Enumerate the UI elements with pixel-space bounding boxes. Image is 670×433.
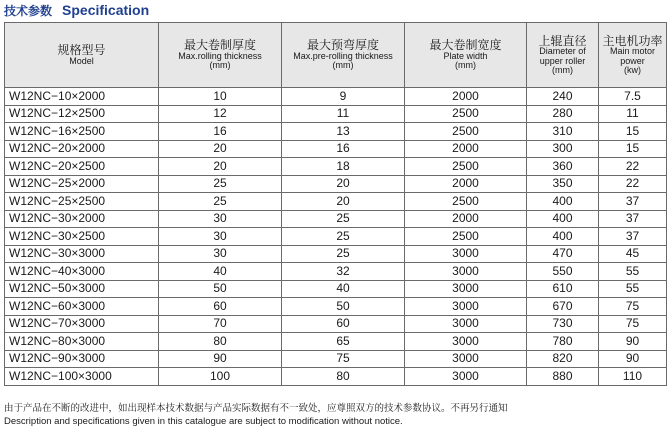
model-cell: W12NC−30×2500 — [5, 228, 159, 246]
value-cell: 15 — [599, 140, 667, 158]
model-cell: W12NC−30×2000 — [5, 210, 159, 228]
header-cn: 上辊直径 — [538, 33, 587, 48]
header-max-rolling-thickness — [159, 23, 282, 88]
value-cell: 50 — [282, 298, 405, 316]
value-cell: 300 — [527, 140, 599, 158]
footnote-en: Description and specifications given in this catalogue are subject to modification without notice. — [4, 416, 403, 427]
value-cell: 610 — [527, 280, 599, 298]
model-cell: W12NC−100×3000 — [5, 368, 159, 386]
value-cell: 3000 — [405, 333, 527, 351]
value-cell: 2500 — [405, 193, 527, 211]
value-cell: 25 — [159, 193, 282, 211]
value-cell: 60 — [282, 315, 405, 333]
value-cell: 3000 — [405, 280, 527, 298]
value-cell: 55 — [599, 280, 667, 298]
value-cell: 60 — [159, 298, 282, 316]
value-cell: 780 — [527, 333, 599, 351]
table-row — [5, 263, 667, 281]
model-cell: W12NC−30×3000 — [5, 245, 159, 263]
value-cell: 470 — [527, 245, 599, 263]
value-cell: 65 — [282, 333, 405, 351]
table-header — [5, 23, 667, 88]
model-cell: W12NC−80×3000 — [5, 333, 159, 351]
value-cell: 25 — [282, 210, 405, 228]
value-cell: 37 — [599, 228, 667, 246]
header-max-pre-rolling-thickness — [282, 23, 405, 88]
header-model-en: Model — [69, 55, 94, 66]
table-row — [5, 298, 667, 316]
value-cell: 30 — [159, 210, 282, 228]
title-cn: 技术参数 — [4, 3, 53, 18]
value-cell: 360 — [527, 158, 599, 176]
value-cell: 2000 — [405, 88, 527, 106]
value-cell: 2000 — [405, 210, 527, 228]
header-en: Max.pre-rolling thickness — [293, 50, 393, 61]
value-cell: 25 — [159, 175, 282, 193]
value-cell: 2000 — [405, 140, 527, 158]
header-en: Main motor power — [609, 46, 655, 66]
value-cell: 310 — [527, 123, 599, 141]
value-cell: 400 — [527, 228, 599, 246]
value-cell: 75 — [282, 350, 405, 368]
value-cell: 40 — [282, 280, 405, 298]
header-cn: 主电机功率 — [602, 33, 663, 48]
model-cell: W12NC−20×2000 — [5, 140, 159, 158]
value-cell: 25 — [282, 228, 405, 246]
model-cell: W12NC−50×3000 — [5, 280, 159, 298]
header-upper-roller-diameter — [527, 23, 599, 88]
table-row — [5, 333, 667, 351]
table-row — [5, 368, 667, 386]
value-cell: 7.5 — [599, 88, 667, 106]
value-cell: 100 — [159, 368, 282, 386]
table-row — [5, 140, 667, 158]
value-cell: 50 — [159, 280, 282, 298]
table-row — [5, 175, 667, 193]
value-cell: 80 — [282, 368, 405, 386]
value-cell: 30 — [159, 228, 282, 246]
table-row — [5, 315, 667, 333]
table-row — [5, 228, 667, 246]
value-cell: 2500 — [405, 123, 527, 141]
value-cell: 75 — [599, 315, 667, 333]
value-cell: 20 — [282, 175, 405, 193]
value-cell: 3000 — [405, 298, 527, 316]
header-row — [5, 23, 667, 88]
header-cn: 最大卷制宽度 — [429, 38, 502, 53]
value-cell: 2500 — [405, 228, 527, 246]
value-cell: 3000 — [405, 245, 527, 263]
value-cell: 55 — [599, 263, 667, 281]
header-unit: (mm) — [552, 65, 573, 76]
value-cell: 3000 — [405, 315, 527, 333]
spec-table — [4, 22, 667, 386]
model-cell: W12NC−10×2000 — [5, 88, 159, 106]
header-unit: (mm) — [455, 60, 476, 71]
value-cell: 9 — [282, 88, 405, 106]
footnote-cn: 由于产品在不断的改进中，如出现样本技术数据与产品实际数据有不一致处，应尊照双方的技术参数协议。不再另行通知 — [4, 403, 508, 414]
value-cell: 37 — [599, 193, 667, 211]
value-cell: 3000 — [405, 350, 527, 368]
value-cell: 10 — [159, 88, 282, 106]
value-cell: 110 — [599, 368, 667, 386]
title-en: Specification — [62, 2, 150, 18]
header-unit: (mm) — [209, 60, 231, 71]
header-model-cn: 规格型号 — [57, 42, 106, 57]
model-cell: W12NC−25×2000 — [5, 175, 159, 193]
value-cell: 400 — [527, 193, 599, 211]
header-main-motor-power — [599, 23, 667, 88]
header-en: Plate width — [443, 50, 488, 61]
value-cell: 13 — [282, 123, 405, 141]
value-cell: 90 — [599, 333, 667, 351]
value-cell: 880 — [527, 368, 599, 386]
value-cell: 16 — [159, 123, 282, 141]
table-row — [5, 245, 667, 263]
value-cell: 90 — [159, 350, 282, 368]
value-cell: 11 — [599, 105, 667, 123]
model-cell: W12NC−40×3000 — [5, 263, 159, 281]
value-cell: 18 — [282, 158, 405, 176]
value-cell: 75 — [599, 298, 667, 316]
value-cell: 20 — [159, 158, 282, 176]
value-cell: 20 — [159, 140, 282, 158]
table-row — [5, 88, 667, 106]
table-row — [5, 123, 667, 141]
value-cell: 240 — [527, 88, 599, 106]
value-cell: 32 — [282, 263, 405, 281]
model-cell: W12NC−20×2500 — [5, 158, 159, 176]
header-plate-width — [405, 23, 527, 88]
value-cell: 37 — [599, 210, 667, 228]
header-en: Max.rolling thickness — [178, 50, 262, 61]
value-cell: 2000 — [405, 175, 527, 193]
value-cell: 22 — [599, 158, 667, 176]
value-cell: 3000 — [405, 368, 527, 386]
value-cell: 350 — [527, 175, 599, 193]
value-cell: 16 — [282, 140, 405, 158]
value-cell: 670 — [527, 298, 599, 316]
value-cell: 90 — [599, 350, 667, 368]
value-cell: 3000 — [405, 263, 527, 281]
value-cell: 22 — [599, 175, 667, 193]
table-row — [5, 350, 667, 368]
value-cell: 2500 — [405, 105, 527, 123]
table-body — [5, 88, 667, 386]
header-unit: (kw) — [624, 65, 641, 76]
value-cell: 820 — [527, 350, 599, 368]
header-cn: 最大卷制厚度 — [183, 38, 256, 53]
table-row — [5, 105, 667, 123]
model-cell: W12NC−16×2500 — [5, 123, 159, 141]
value-cell: 80 — [159, 333, 282, 351]
model-cell: W12NC−90×3000 — [5, 350, 159, 368]
value-cell: 730 — [527, 315, 599, 333]
model-cell: W12NC−60×3000 — [5, 298, 159, 316]
value-cell: 280 — [527, 105, 599, 123]
value-cell: 70 — [159, 315, 282, 333]
table-row — [5, 280, 667, 298]
header-model — [5, 23, 159, 88]
header-cn: 最大预弯厚度 — [306, 38, 379, 53]
title-bar — [4, 0, 149, 20]
model-cell: W12NC−12×2500 — [5, 105, 159, 123]
header-en: Diameter of upper roller — [539, 46, 586, 66]
value-cell: 40 — [159, 263, 282, 281]
model-cell: W12NC−70×3000 — [5, 315, 159, 333]
value-cell: 2500 — [405, 158, 527, 176]
value-cell: 20 — [282, 193, 405, 211]
footnote — [4, 402, 508, 428]
table-row — [5, 193, 667, 211]
value-cell: 45 — [599, 245, 667, 263]
value-cell: 12 — [159, 105, 282, 123]
table-row — [5, 158, 667, 176]
header-unit: (mm) — [332, 60, 354, 71]
model-cell: W12NC−25×2500 — [5, 193, 159, 211]
value-cell: 30 — [159, 245, 282, 263]
value-cell: 25 — [282, 245, 405, 263]
table-row — [5, 210, 667, 228]
value-cell: 15 — [599, 123, 667, 141]
value-cell: 11 — [282, 105, 405, 123]
value-cell: 550 — [527, 263, 599, 281]
value-cell: 400 — [527, 210, 599, 228]
